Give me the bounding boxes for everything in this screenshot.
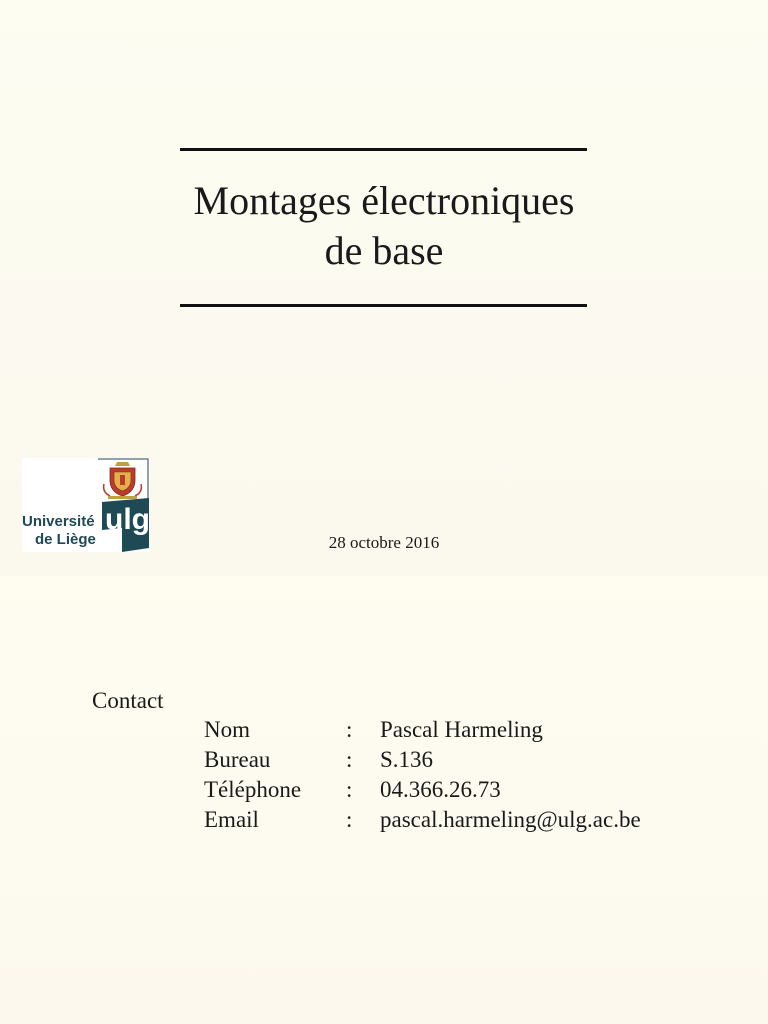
contact-separator: :: [346, 777, 353, 802]
contact-label: Bureau: [204, 747, 271, 772]
title-line-2: de base: [324, 228, 444, 273]
svg-text:de Liège: de Liège: [35, 531, 96, 548]
contact-row-phone: [0, 775, 768, 805]
contact-label: Email: [204, 807, 259, 832]
title-bottom-rule: [180, 304, 587, 307]
slide-title: [150, 176, 618, 276]
contact-heading: Contact: [92, 688, 164, 713]
title-line-1: Montages électroniques: [193, 178, 575, 223]
contact-value: Pascal Harmeling: [380, 717, 543, 742]
contact-row-office: [0, 745, 768, 775]
contact-row-email: [0, 805, 768, 835]
contact-row-name: [0, 715, 768, 745]
presentation-date: 28 octobre 2016: [328, 533, 440, 552]
contact-slide: [0, 576, 768, 1024]
contact-separator: :: [346, 717, 353, 742]
contact-separator: :: [346, 747, 353, 772]
university-logo: [22, 458, 150, 552]
title-top-rule: [180, 148, 587, 151]
svg-text:ulg: ulg: [105, 503, 150, 536]
contact-label: Nom: [204, 717, 250, 742]
svg-text:Université: Université: [22, 513, 95, 530]
email-link[interactable]: pascal.harmeling@ulg.ac.be: [380, 807, 641, 832]
contact-value: S.136: [380, 747, 434, 772]
contact-separator: :: [346, 807, 353, 832]
contact-value: 04.366.26.73: [380, 777, 501, 802]
contact-label: Téléphone: [204, 777, 302, 802]
